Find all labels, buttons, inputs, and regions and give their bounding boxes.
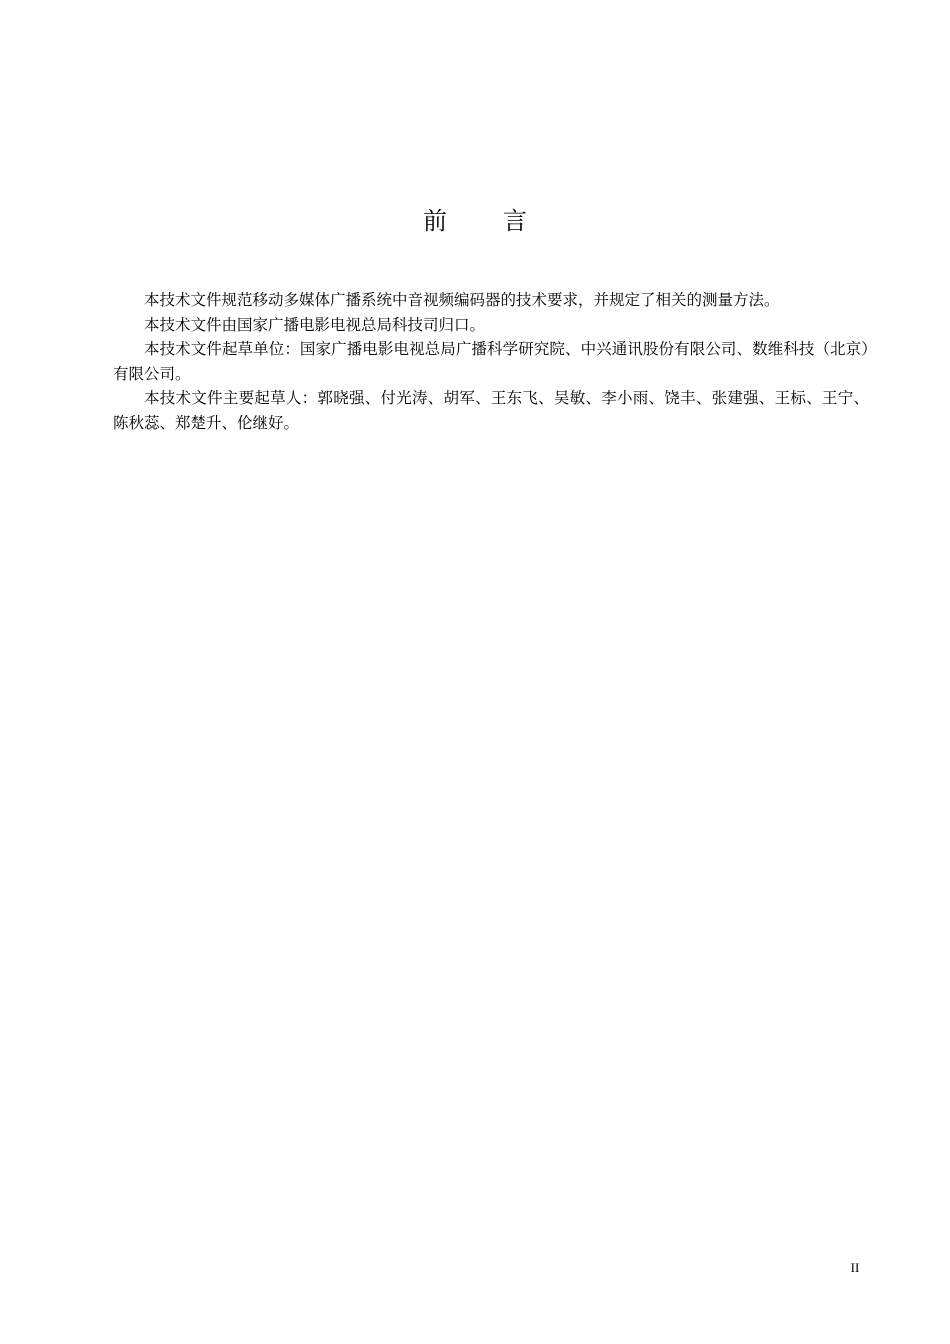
preface-body xyxy=(113,288,869,435)
page-title xyxy=(0,205,950,237)
paragraph-drafters: 本技术文件主要起草人：郭晓强、付光涛、胡军、王东飞、吴敏、李小雨、饶丰、张建强、王标、王宁、陈秋蕊、郑楚升、伦继好。 xyxy=(113,389,869,432)
paragraph-drafting-units: 本技术文件起草单位：国家广播电影电视总局广播科学研究院、中兴通讯股份有限公司、数维科技（北京）有限公司。 xyxy=(113,340,869,383)
paragraph-authority: 本技术文件由国家广播电影电视总局科技司归口。 xyxy=(144,315,486,334)
title-char-2: 言 xyxy=(503,207,527,235)
title-char-1: 前 xyxy=(423,207,447,235)
page-number: II xyxy=(850,1260,860,1275)
paragraph-scope: 本技术文件规范移动多媒体广播系统中音视频编码器的技术要求，并规定了相关的测量方法。 xyxy=(144,291,780,309)
